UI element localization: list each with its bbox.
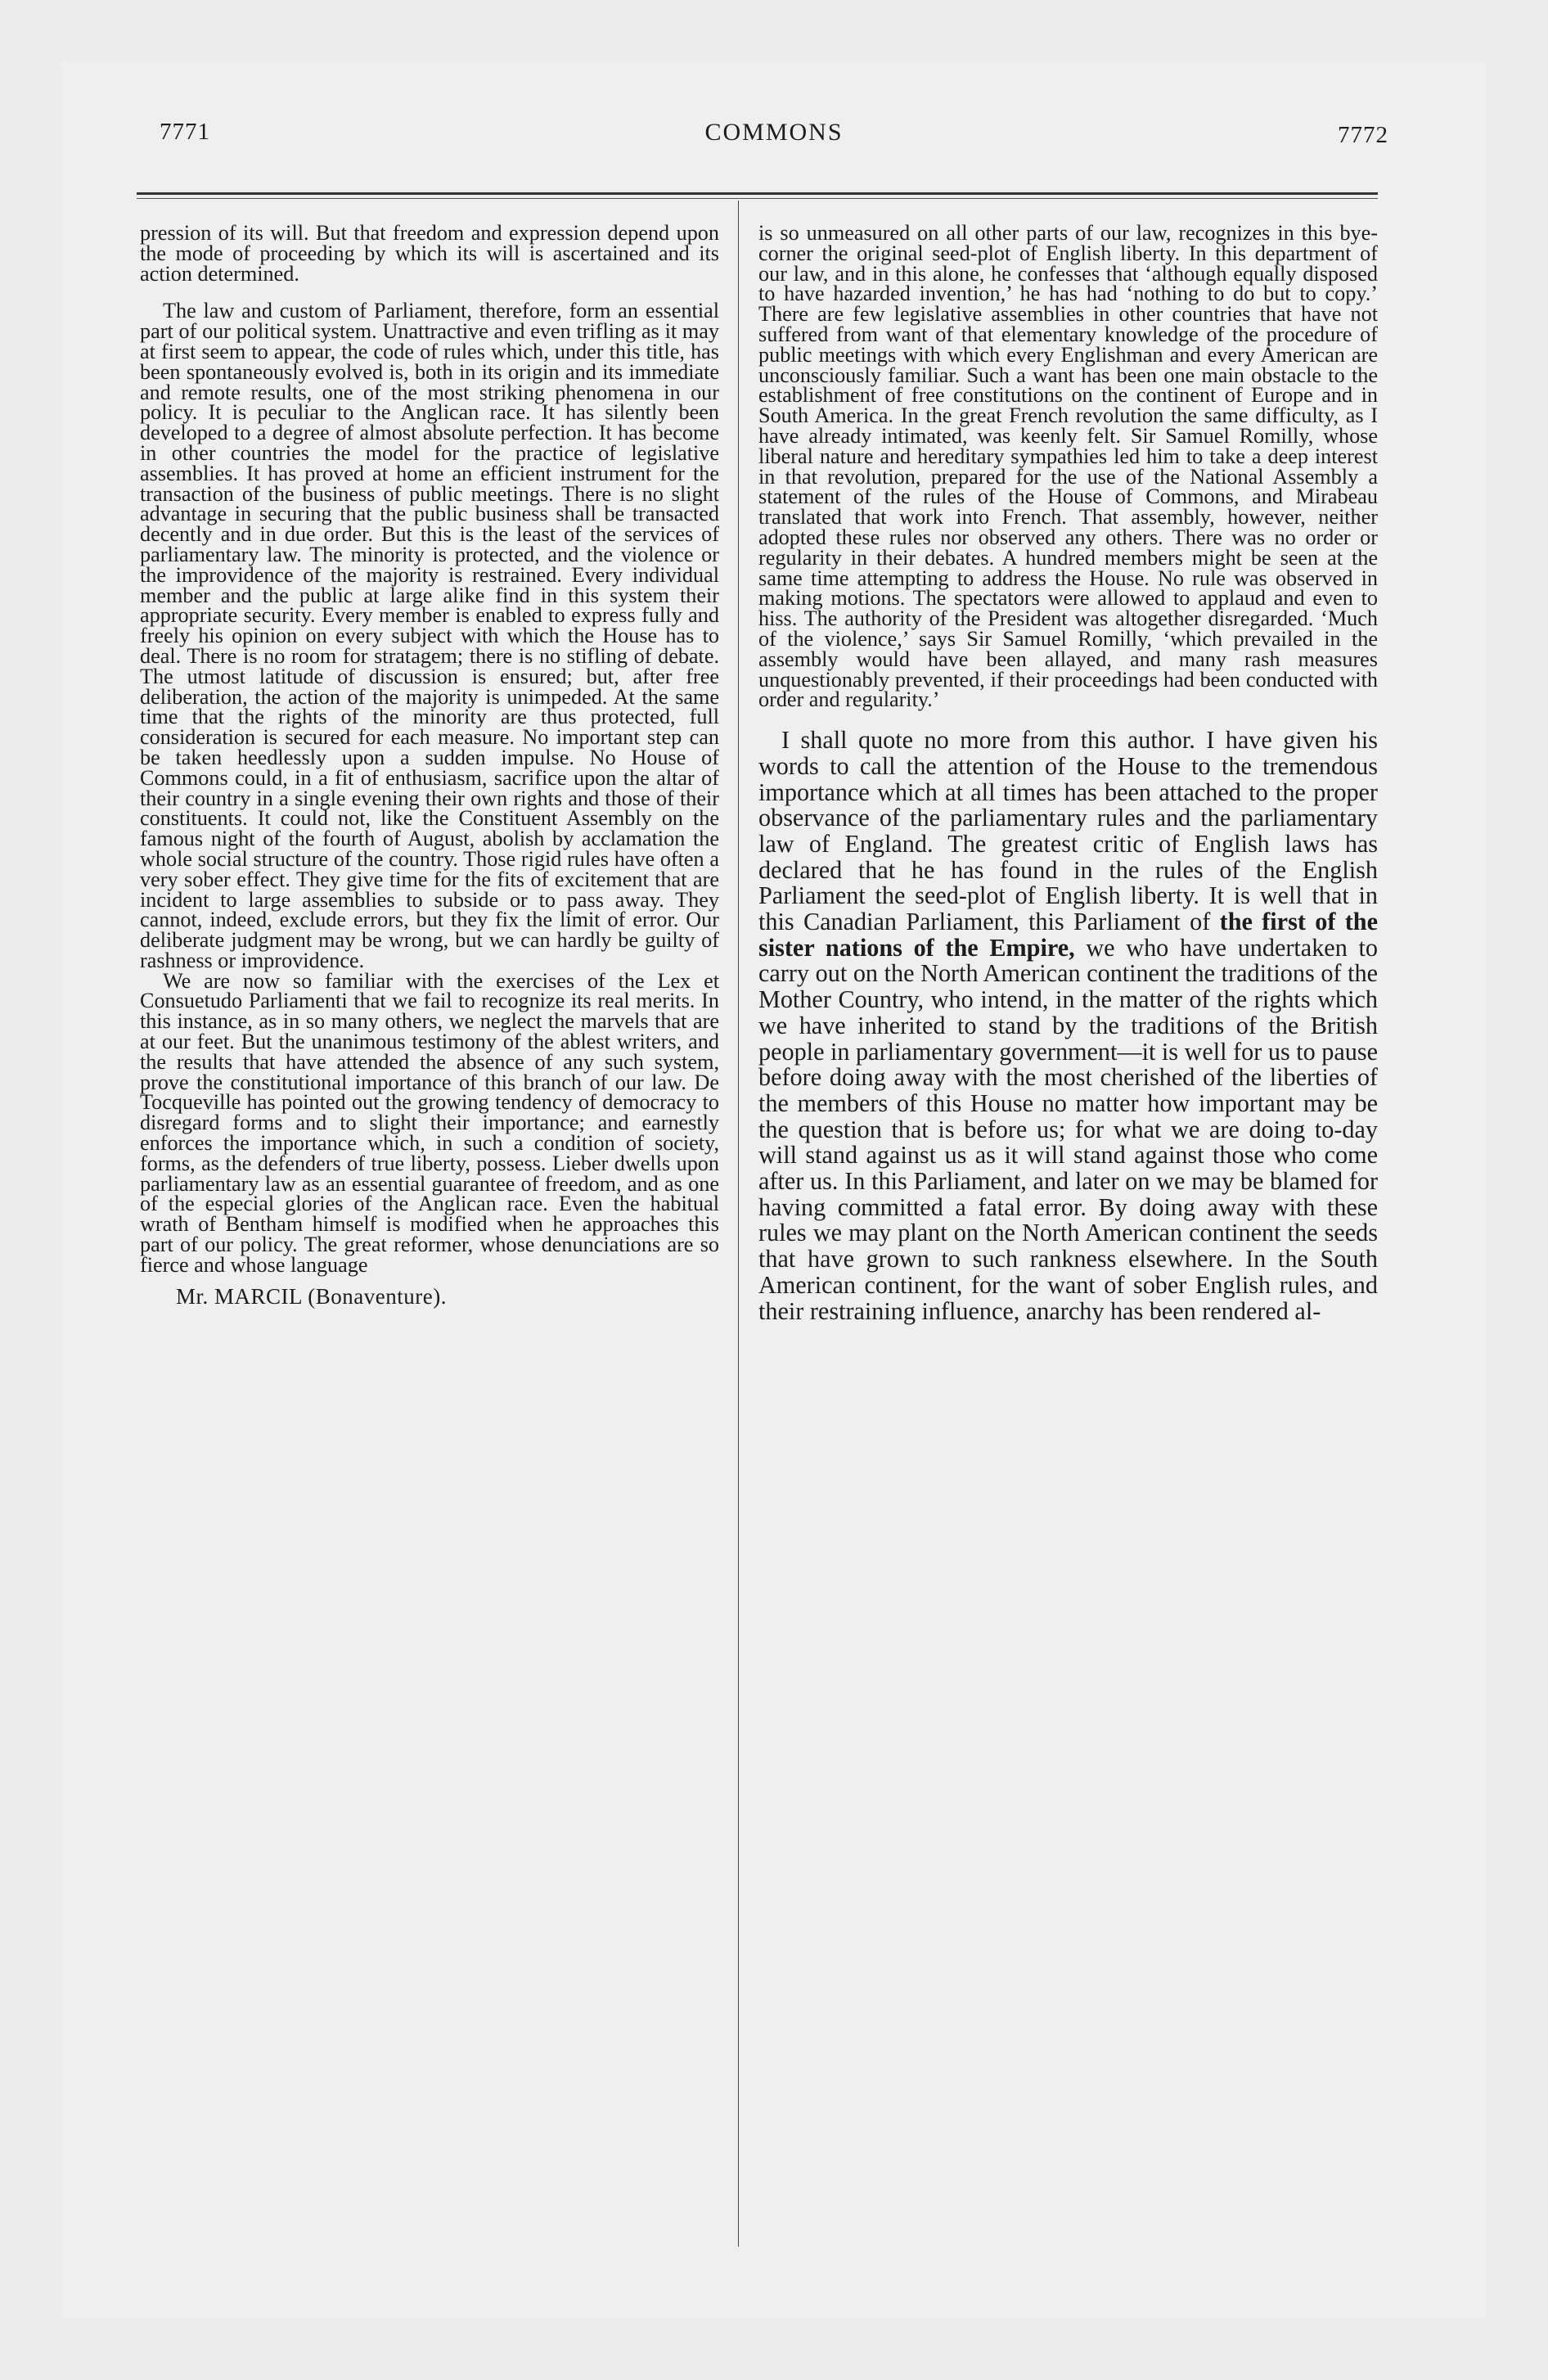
- right-column: [758, 223, 1378, 1324]
- page-title: COMMONS: [704, 119, 844, 146]
- page-number-left: 7771: [160, 119, 210, 145]
- page-number-right: 7772: [1338, 122, 1388, 148]
- right-paragraph-2: [758, 728, 1378, 1324]
- left-paragraph-2: The law and custom of Parliament, therefore, form an essential part of our political system. Unattractive and even trifling as it may at first seem to appear, the code of rules which, under this title, has been spontaneously evolved is, both in its origin and its immediate and remote results, one of the most striking phenomena in our policy. It is peculiar to the Anglican race. It has silently been developed to a degree of almost absolute perfection. It has become in other countries the model for the practice of legislative assemblies. It has proved at home an efficient instrument for the transaction of the business of public meetings. There is no slight advantage in securing that the public business shall be transacted decently and in due order. But this is the least of the services of parliamentary law. The minority is protected, and the violence or the improvidence of the majority is restrained. Every individual member and the public at large alike find in this system their appropriate security. Every member is enabled to express fully and freely his opinion on every subject with which the House has to deal. There is no room for stratagem; there is no stifling of debate. The utmost latitude of discussion is ensured; but, after free deliberation, the action of the majority is unimpeded. At the same time that the rights of the minority are thus protected, full consideration is secured for each measure. No important step can be taken heedlessly upon a sudden impulse. No House of Commons could, in a fit of enthusiasm, sacrifice upon the altar of their country in a single evening their own rights and those of their constituents. It could not, like the Constituent Assembly on the famous night of the fourth of August, abolish by acclamation the whole social structure of the country. Those rigid rules have often a very sober effect. They give time for the fits of excitement that are incident to large assemblies to subside or to pass away. They cannot, indeed, exclude errors, but they fix the limit of error. Our deliberate judgment may be wrong, but we can hardly be guilty of rashness or improvidence.: [140, 299, 719, 972]
- right-paragraph-2-part-a: I shall quote no more from this author. I have given his words to call the attention of the House to the tremendous importance which at all times has been attached to the proper observance of the parliamentary rules and the parliamentary law of England. The greatest critic of English laws has declared that he has found in the rules of the English Parliament the seed-plot of English liberty. It is well that in this Canadian Parliament, this Parliament of: [758, 726, 1378, 936]
- left-paragraph-1: pression of its will. But that freedom and expression depend upon the mode of proceeding by which its will is ascertained and its action determined.: [140, 221, 719, 286]
- column-divider: [738, 201, 739, 2247]
- page-header: [61, 61, 1487, 184]
- header-rule: [137, 192, 1378, 195]
- right-paragraph-2-part-b: we who have undertaken to carry out on the North American continent the traditions of the Mother Country, who intend, in the matter of the rights which we have inherited to stand by the traditions of the British people in parliamentary government—it is well for us to pause before doing away with the most cherished of the liberties of the members of this House no matter how important may be the question that is before us; for what we are doing to-day will stand against us as it will stand against those who come after us. In this Parliament, and later on we may be blamed for having committed a fatal error. By doing away with these rules we may plant on the North American continent the seeds that have grown to such rankness elsewhere. In the South American continent, for the want of sober English rules, and their restraining influence, anarchy has been rendered al-: [758, 933, 1379, 1325]
- page-sheet: [61, 61, 1487, 2319]
- left-column: [137, 223, 719, 1307]
- right-paragraph-2-bold: the first of the sister nations of the Empire,: [758, 908, 1378, 962]
- speaker-name: Mr. MARCIL (Bonaventure).: [176, 1283, 447, 1309]
- right-paragraph-1: is so unmeasured on all other parts of our law, recognizes in this bye-corner the original seed-plot of English liberty. In this department of our law, and in this alone, he confesses that ‘although equally disposed to have hazarded invention,’ he has had ‘nothing to do but to copy.’ There are few legislative assemblies in other countries that have not suffered from want of that elementary knowledge of the procedure of public meetings with which every Englishman and every American are unconsciously familiar. Such a want has been one main obstacle to the establishment of free constitutions on the continent of Europe and in South America. In the great French revolution the same difficulty, as I have already intimated, was keenly felt. Sir Samuel Romilly, whose liberal nature and hereditary sympathies led him to take a deep interest in that revolution, prepared for the use of the National Assembly a statement of the rules of the House of Commons, and Mirabeau translated that work into French. That assembly, however, neither adopted these rules nor observed any others. There was no order or regularity in their debates. A hundred members might be seen at the same time attempting to address the House. No rule was observed in making motions. The spectators were allowed to applaud and even to hiss. The authority of the President was altogether disregarded. ‘Much of the violence,’ says Sir Samuel Romilly, ‘which prevailed in the assembly would have been allayed, and many rash measures unquestionably prevented, if their proceedings had been conducted with order and regularity.’: [758, 221, 1378, 712]
- header-rule-thin: [137, 198, 1378, 199]
- left-paragraph-3: We are now so familiar with the exercises of the Lex et Consuetudo Parliamenti that we fail to recognize its real merits. In this instance, as in so many others, we neglect the marvels that are at our feet. But the unanimous testimony of the ablest writers, and the results that have attended the absence of any such system, prove the constitutional importance of this branch of our law. De Tocqueville has pointed out the growing tendency of democracy to disregard forms and to slight their importance; and earnestly enforces the importance which, in such a condition of society, forms, as the defenders of true liberty, possess. Lieber dwells upon parliamentary law as an essential guarantee of freedom, and as one of the especial glories of the Anglican race. Even the habitual wrath of Bentham himself is modified when he approaches this part of our policy. The great reformer, whose denunciations are so fierce and whose language: [140, 968, 719, 1277]
